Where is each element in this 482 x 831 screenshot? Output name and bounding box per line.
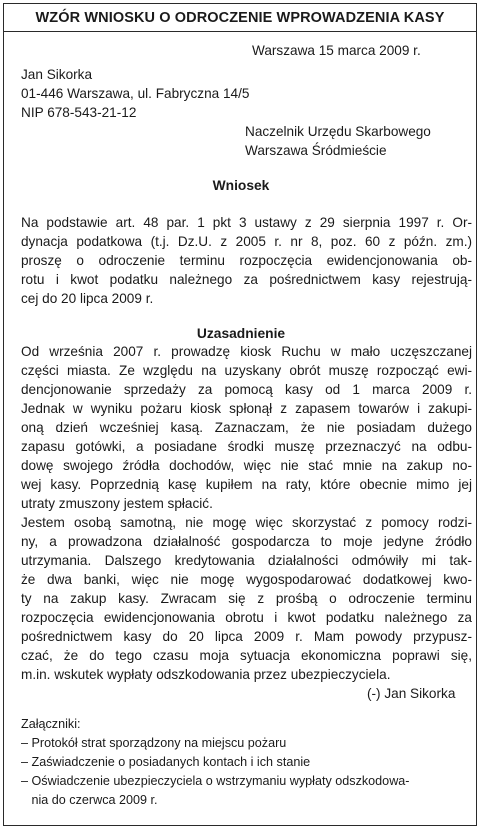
request-line: proszę o odroczenie terminu rozpoczęcia ewidencjonowania ob- (21, 253, 472, 268)
justification-line: dencjonowanie sprzedaży za pomocą kasy od 1 marca 2009 r. (21, 382, 472, 397)
justification-line: zapasu gotówki, a posiadane środki muszę przeznaczyć na odbu- (21, 439, 472, 454)
justification-line: utraty zmuszony jestem spłacić. (21, 496, 213, 511)
justification-line: części miasta. Ze względu na uzyskany obrót muszę rozpocząć ewi- (21, 363, 472, 378)
request-line: dynacja podatkowa (t.j. Dz.U. z 2005 r. nr 8, poz. 60 z późn. zm.) (21, 234, 472, 249)
signature: (-) Jan Sikorka (367, 686, 456, 701)
recipient-line-2: Warszawa Śródmieście (245, 143, 387, 158)
justification-heading: Uzasadnienie (196, 326, 286, 341)
document-title: WZÓR WNIOSKU O ODROCZENIE WPROWADZENIA KASY (35, 10, 445, 26)
attachments-label: Załączniki: (21, 717, 81, 731)
justification-line: ty na zakup kasy. Zwracam się z prośbą o odroczenie terminu (21, 591, 472, 606)
justification-line: że dwa banki, więc nie mogę wygospodarować dodatkowej kwo- (21, 572, 472, 587)
sender-address: 01-446 Warszawa, ul. Fabryczna 14/5 (21, 86, 250, 101)
justification-line: Jestem osobą samotną, nie mogę więc skorzystać z pomocy rodzi- (21, 515, 472, 530)
request-line: cej do 20 lipca 2009 r. (21, 291, 154, 306)
justification-line: oną dzień wcześniej kasą. Zaznaczam, że nie posiadam dużego (21, 420, 472, 435)
sender-name: Jan Sikorka (21, 67, 93, 82)
attachment-item: – Protokół strat sporządzony na miejscu pożaru (21, 736, 287, 750)
justification-line: Od września 2007 r. prowadzę kiosk Ruchu w mało uczęszczanej (21, 344, 472, 359)
title-band (4, 4, 476, 32)
document-frame (3, 3, 477, 826)
justification-line: Jednak w wyniku pożaru kiosk spłonął z zapasem towarów i zakupi- (21, 401, 472, 416)
recipient-line-1: Naczelnik Urzędu Skarbowego (245, 124, 431, 139)
attachment-item: – Oświadczenie ubezpieczyciela o wstrzymaniu wypłaty odszkodowa- (21, 774, 410, 788)
request-heading: Wniosek (212, 178, 270, 193)
sender-nip: NIP 678-543-21-12 (21, 105, 137, 120)
justification-line: rozpoczęcia ewidencjonowania obrotu i kwot podatku należnego za (21, 610, 472, 625)
justification-line: dowę swojego źródła dochodów, więc nie stać mnie na zakup no- (21, 458, 472, 473)
request-line: Na podstawie art. 48 par. 1 pkt 3 ustawy z 29 sierpnia 1997 r. Or- (21, 215, 472, 230)
justification-line: m.in. wskutek wypłaty odszkodowania przez ubezpieczyciela. (21, 667, 391, 682)
attachment-item: nia do czerwca 2009 r. (21, 793, 158, 807)
justification-line: wej kasy. Poprzednią kasę kupiłem na raty, które obecnie mimo jej (21, 477, 472, 492)
justification-line: czać, że do tego czasu moja sytuacja ekonomiczna poprawi się, (21, 648, 472, 663)
justification-line: pośrednictwem kasy do 20 lipca 2009 r. Mam powody przypusz- (21, 629, 472, 644)
attachment-item: – Zaświadczenie o posiadanych kontach i ich stanie (21, 755, 311, 769)
justification-line: utrzymania. Dalszego kredytowania działalności odmówiły mi tak- (21, 553, 472, 568)
date-line: Warszawa 15 marca 2009 r. (252, 43, 421, 58)
request-line: rotu i kwot podatku należnego za pośrednictwem kasy rejestrują- (21, 272, 472, 287)
justification-line: ny, a prowadzona działalność gospodarcza to moje jedyne źródło (21, 534, 472, 549)
